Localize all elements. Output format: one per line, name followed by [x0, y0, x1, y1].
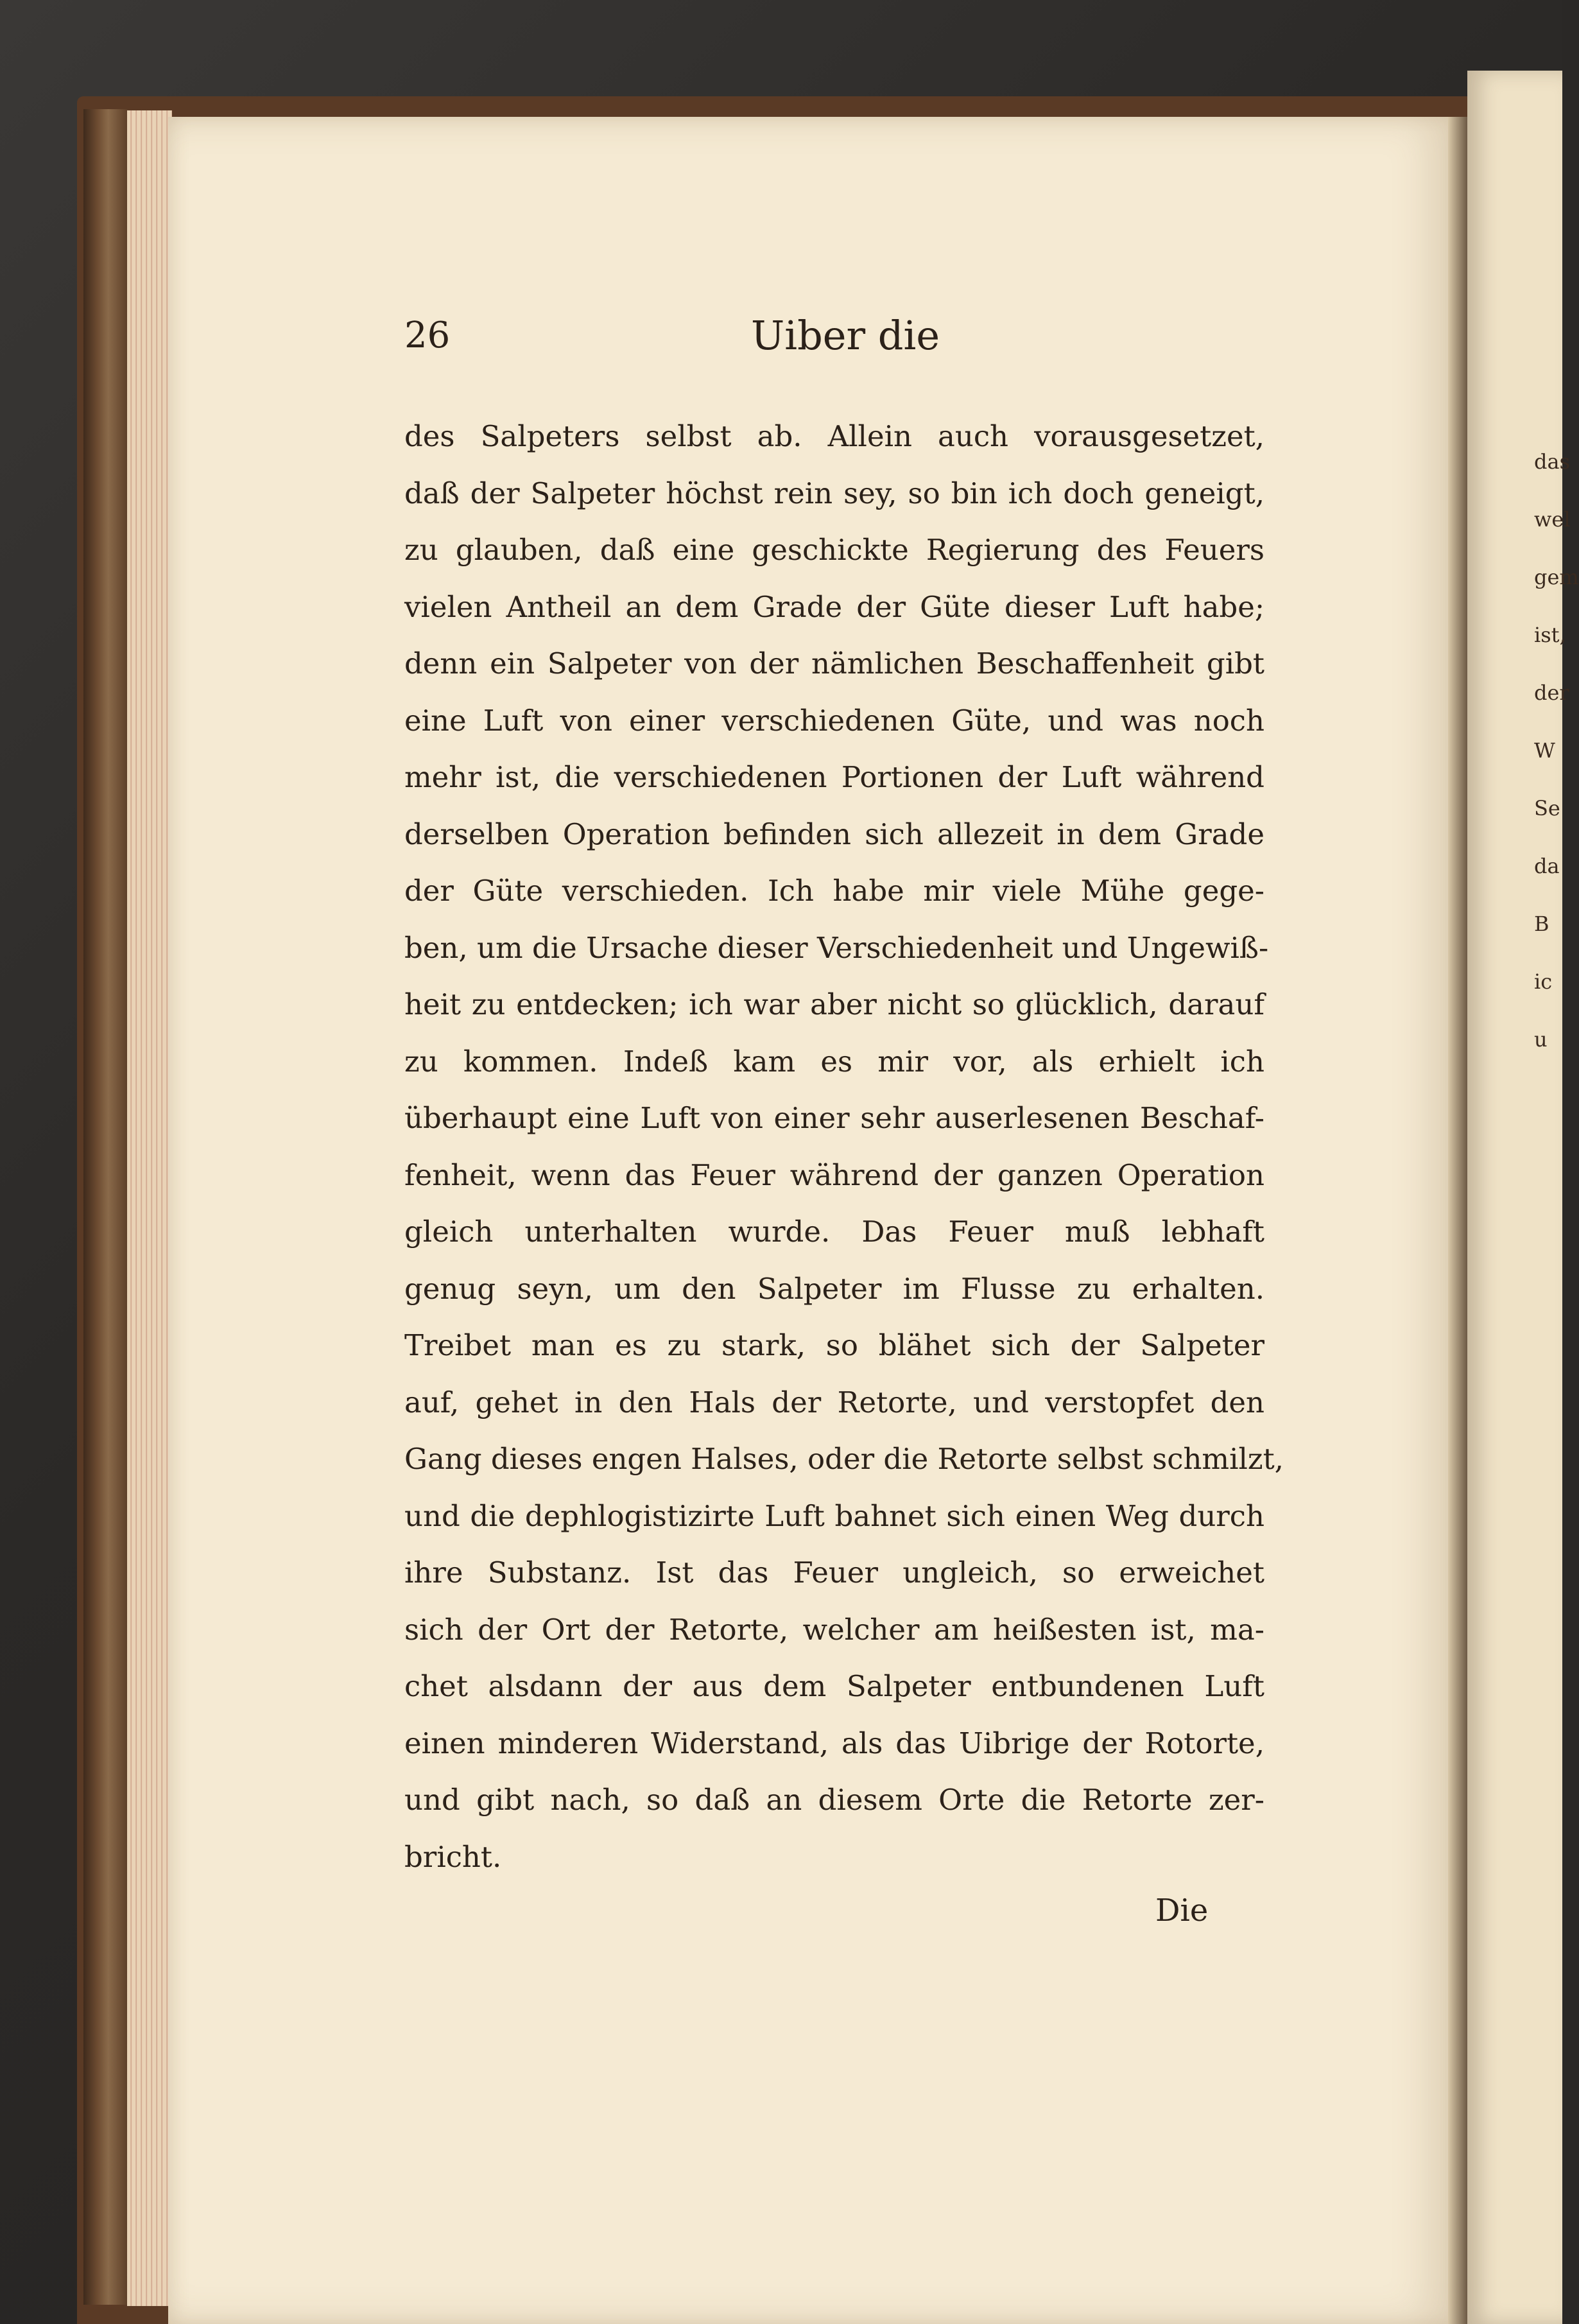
facing-page-fragment: W [1534, 738, 1555, 763]
text-line: eine Luft von einer verschiedenen Güte, und was noch [404, 703, 1264, 738]
text-line: ben, um die Ursache dieser Verschiedenheit und Ungewiß- [404, 930, 1269, 965]
running-title: Uiber die [751, 312, 940, 359]
text-line: und die dephlogistizirte Luft bahnet sich einen Weg durch [404, 1498, 1264, 1533]
body-text [404, 408, 1284, 1886]
text-line: vielen Antheil an dem Grade der Güte dieser Luft habe; [404, 589, 1264, 624]
text-line: denn ein Salpeter von der nämlichen Beschaffenheit gibt [404, 646, 1264, 681]
book-gutter [1448, 117, 1467, 2324]
text-line: derselben Operation befinden sich allezeit in dem Grade [404, 817, 1264, 851]
text-line: der Güte verschieden. Ich habe mir viele Mühe gege- [404, 874, 1264, 908]
text-line: einen minderen Widerstand, als das Uibrige der Rotorte, [404, 1726, 1264, 1760]
catchword: Die [1155, 1893, 1209, 1929]
text-line: gleich unterhalten wurde. Das Feuer muß lebhaft [404, 1215, 1264, 1249]
facing-page-fragment: gem [1534, 565, 1579, 589]
text-line: auf, gehet in den Hals der Retorte, und verstopfet den [404, 1385, 1264, 1419]
text-line: Gang dieses engen Halses, oder die Retorte selbst schmilzt, [404, 1442, 1284, 1476]
facing-page-fragment: B [1534, 912, 1549, 936]
text-line: sich der Ort der Retorte, welcher am heißesten ist, ma- [404, 1612, 1264, 1647]
facing-page-fragment: ic [1534, 969, 1553, 994]
text-line: daß der Salpeter höchst rein sey, so bin ich doch geneigt, [404, 476, 1264, 510]
text-line: zu glauben, daß eine geschickte Regierung des Feuers [404, 533, 1264, 567]
text-line: zu kommen. Indeß kam es mir vor, als erhielt ich [404, 1044, 1264, 1079]
facing-page-fragment: Se [1534, 796, 1560, 820]
text-line: chet alsdann der aus dem Salpeter entbundenen Luft [404, 1669, 1264, 1703]
facing-page-fragment: ist, [1534, 623, 1566, 647]
text-line: fenheit, wenn das Feuer während der ganzen Operation [404, 1158, 1264, 1192]
text-line: bricht. [404, 1839, 502, 1874]
text-line: mehr ist, die verschiedenen Portionen der Luft während [404, 760, 1264, 794]
text-line: heit zu entdecken; ich war aber nicht so glücklich, darauf [404, 987, 1264, 1021]
page-number: 26 [404, 315, 451, 356]
facing-page-fragment: u [1534, 1027, 1548, 1052]
text-line: des Salpeters selbst ab. Allein auch vorausgesetzet, [404, 419, 1264, 453]
text-line: und gibt nach, so daß an diesem Orte die Retorte zer- [404, 1783, 1264, 1817]
text-line: Treibet man es zu stark, so blähet sich der Salpeter [404, 1328, 1264, 1362]
page-header [404, 312, 1264, 366]
facing-page-fragment: wel [1534, 507, 1571, 532]
text-line: genug seyn, um den Salpeter im Flusse zu erhalten. [404, 1271, 1264, 1306]
facing-page [1467, 71, 1562, 2324]
book-spine-edge [83, 109, 128, 2305]
text-line: überhaupt eine Luft von einer sehr auserlesenen Beschaf- [404, 1101, 1264, 1135]
facing-page-fragment: da [1534, 854, 1560, 878]
facing-page-fragment: der [1534, 681, 1569, 705]
page-edges [127, 110, 172, 2306]
facing-page-fragment: das [1534, 449, 1570, 474]
text-line: ihre Substanz. Ist das Feuer ungleich, so erweichet [404, 1556, 1264, 1590]
